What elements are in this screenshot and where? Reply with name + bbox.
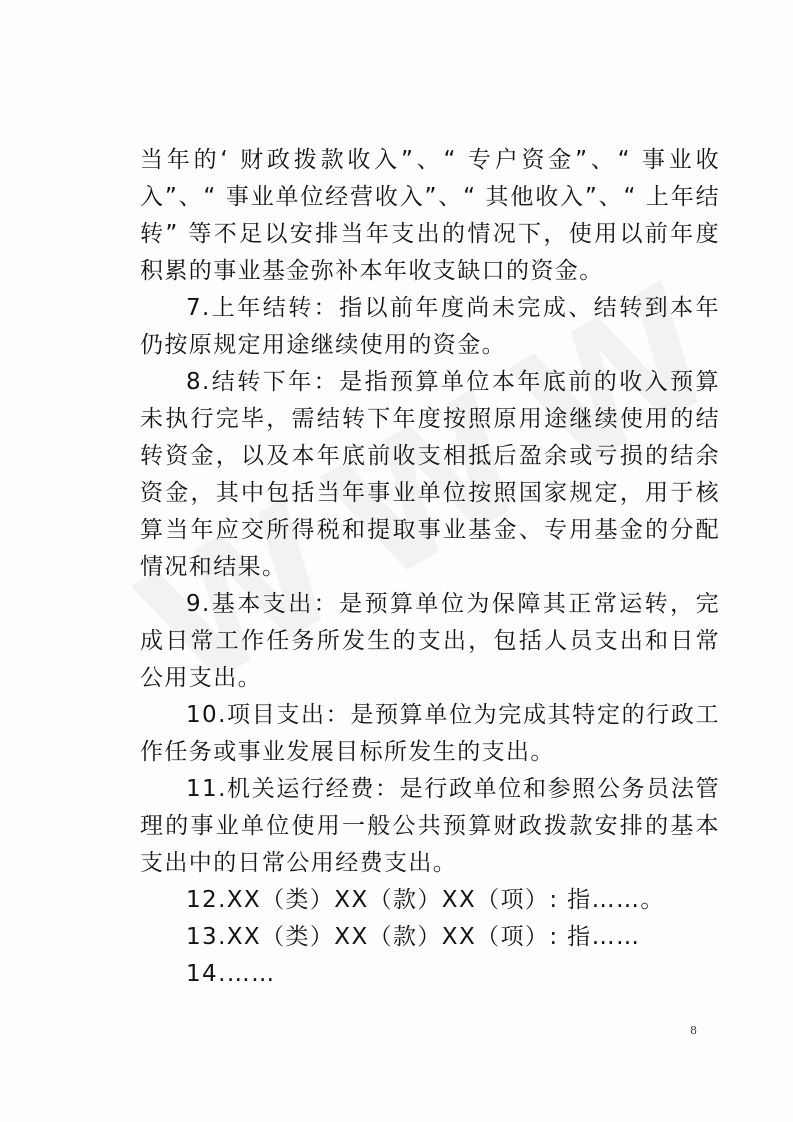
- paragraph-6: 11.机关运行经费：是行政单位和参照公务员法管理的事业单位使用一般公共预算财政拨款安排的基本支出中的日常公用经费支出。: [140, 776, 720, 876]
- paragraph-5: 10.项目支出：是预算单位为完成其特定的行政工作任务或事业发展目标所发生的支出。: [140, 702, 720, 765]
- paragraph-8: 13.XX（类）XX（款）XX（项）: 指……: [186, 924, 641, 950]
- paragraph-7: 12.XX（类）XX（款）XX（项）: 指……。: [186, 887, 665, 913]
- paragraph-9: 14.……: [186, 961, 276, 987]
- paragraph-4: 9.基本支出：是预算单位为保障其正常运转，完成日常工作任务所发生的支出，包括人员支出和日常公用支出。: [140, 591, 720, 691]
- paragraph-1: 当年的‘ 财政拨款收入”、“ 专户资金”、“ 事业收入”、“ 事业单位经营收入”、“ 其他收入”、“ 上年结转” 等不足以安排当年支出的情况下，使用以前年度积累的事业基金弥补本年收支缺口的资金。: [140, 147, 720, 284]
- body-text: [140, 142, 720, 993]
- paragraph-2: 7.上年结转：指以前年度尚未完成、结转到本年仍按原规定用途继续使用的资金。: [140, 295, 720, 358]
- paragraph-3: 8.结转下年：是指预算单位本年底前的收入预算未执行完毕，需结转下年度按照原用途继续使用的结转资金，以及本年底前收支相抵后盈余或亏损的结余资金，其中包括当年事业单位按照国家规定，用于核算当年应交所得税和提取事业基金、专用基金的分配情况和结果。: [140, 369, 720, 580]
- page-number: 8: [690, 1024, 697, 1037]
